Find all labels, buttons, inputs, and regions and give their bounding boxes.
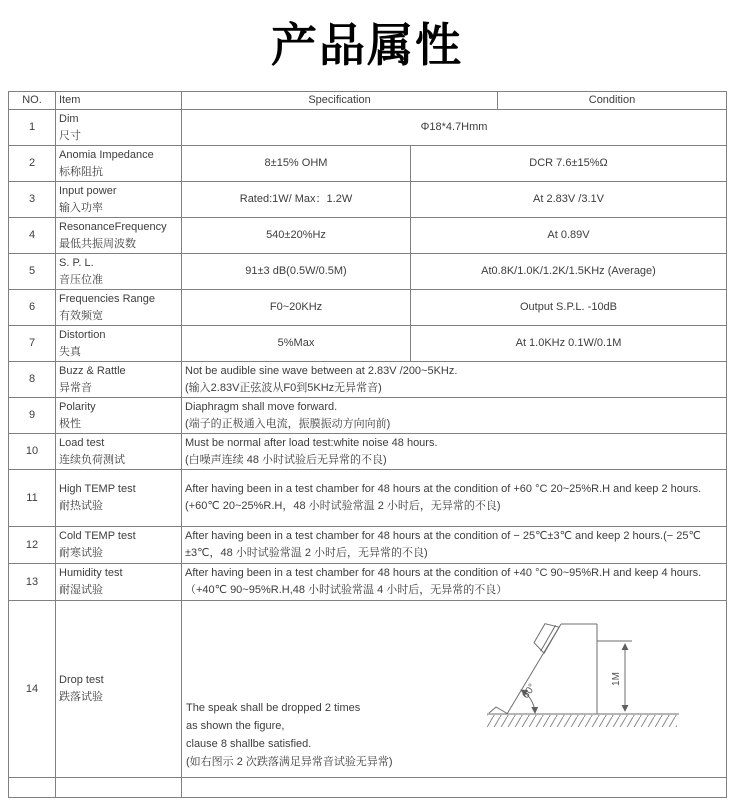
item-name-en: High TEMP test bbox=[59, 483, 136, 495]
table-row bbox=[9, 362, 727, 398]
spec-cell: After having been in a test chamber for 48 hours at the condition of − 25℃±3℃ and keep 2 hours.(− 25℃±3℃，48 小时试验常温 2 小时后，无异常的不良) bbox=[182, 527, 727, 564]
table-row bbox=[9, 218, 727, 254]
item-cell bbox=[56, 564, 182, 601]
item-name-cn: 失真 bbox=[59, 345, 81, 358]
row-no: 6 bbox=[9, 290, 56, 326]
figure-angle-label: 60° bbox=[520, 682, 539, 701]
item-cell bbox=[56, 527, 182, 564]
item-cell bbox=[56, 182, 182, 218]
item-name-en: Frequencies Range bbox=[59, 292, 156, 305]
row-no: 11 bbox=[9, 470, 56, 527]
row-no: 7 bbox=[9, 326, 56, 362]
row-no: 8 bbox=[9, 362, 56, 398]
spec-line: Must be normal after load test:white noise 48 hours. bbox=[185, 436, 438, 449]
table-row bbox=[9, 434, 727, 470]
row-no: 4 bbox=[9, 218, 56, 254]
row-no: 9 bbox=[9, 398, 56, 434]
row-no: 2 bbox=[9, 146, 56, 182]
spec-cell: Rated:1W/ Max：1.2W bbox=[182, 182, 411, 218]
row-no: 12 bbox=[9, 527, 56, 564]
item-name-en: Polarity bbox=[59, 400, 96, 413]
table-row bbox=[9, 146, 727, 182]
item-name-cn: 异常音 bbox=[59, 381, 92, 394]
table-row bbox=[9, 601, 727, 778]
spec-line: The speak shall be dropped 2 times bbox=[186, 702, 361, 714]
row-no: 10 bbox=[9, 434, 56, 470]
spec-line: (端子的正极通入电流，振膜振动方向向前) bbox=[185, 417, 391, 430]
item-name-cn: 跌落试验 bbox=[59, 691, 103, 703]
table-row bbox=[9, 254, 727, 290]
table-row-partial bbox=[9, 778, 727, 798]
empty-cell bbox=[182, 778, 727, 798]
item-name-en: Drop test bbox=[59, 674, 104, 686]
row-no: 5 bbox=[9, 254, 56, 290]
figure-height-label: 1M bbox=[611, 672, 622, 686]
spec-cell: 8±15% OHM bbox=[182, 146, 411, 182]
item-cell bbox=[56, 290, 182, 326]
empty-cell bbox=[9, 778, 56, 798]
empty-cell bbox=[56, 778, 182, 798]
item-name-cn: 极性 bbox=[59, 417, 81, 430]
spec-cell: 540±20%Hz bbox=[182, 218, 411, 254]
item-name-cn: 耐热试验 bbox=[59, 500, 103, 512]
spec-line: clause 8 shallbe satisfied. bbox=[186, 738, 312, 750]
item-cell bbox=[56, 326, 182, 362]
item-cell bbox=[56, 254, 182, 290]
row-no: 3 bbox=[9, 182, 56, 218]
item-name-cn: 耐湿试验 bbox=[59, 584, 103, 596]
spec-line: (输入2.83V正弦波从F0到5KHz无异常音) bbox=[185, 381, 382, 394]
item-name-cn: 尺寸 bbox=[59, 129, 81, 142]
item-name-cn: 输入功率 bbox=[59, 201, 103, 214]
item-name-en: Load test bbox=[59, 436, 105, 449]
table-row bbox=[9, 398, 727, 434]
condition-cell: DCR 7.6±15%Ω bbox=[411, 146, 727, 182]
row-no: 1 bbox=[9, 110, 56, 146]
row-no: 13 bbox=[9, 564, 56, 601]
table-row bbox=[9, 182, 727, 218]
item-name-en: S. P. L. bbox=[59, 256, 94, 269]
header-specification: Specification bbox=[182, 92, 498, 110]
table-row bbox=[9, 110, 727, 146]
figure-base-flap bbox=[489, 707, 508, 714]
condition-cell: Output S.P.L. -10dB bbox=[411, 290, 727, 326]
spec-cell bbox=[182, 362, 727, 398]
item-name-cn: 耐寒试验 bbox=[59, 547, 103, 559]
item-name-cn: 最低共振周波数 bbox=[59, 237, 136, 250]
item-cell bbox=[56, 470, 182, 527]
page-title: 产品属性 bbox=[271, 19, 463, 71]
item-cell bbox=[56, 362, 182, 398]
condition-cell: At0.8K/1.0K/1.2K/1.5KHz (Average) bbox=[411, 254, 727, 290]
spec-cell: 5%Max bbox=[182, 326, 411, 362]
row-no: 14 bbox=[9, 601, 56, 778]
spec-line: (白噪声连续 48 小时试验后无异常的不良) bbox=[185, 453, 387, 466]
figure-ground-hatching bbox=[487, 715, 677, 727]
spec-line: (如右图示 2 次跌落满足异常音试验无异常) bbox=[186, 756, 393, 768]
header-item: Item bbox=[56, 92, 182, 110]
item-name-en: Cold TEMP test bbox=[59, 530, 136, 542]
item-name-en: Distortion bbox=[59, 328, 106, 341]
item-name-cn: 音压位准 bbox=[59, 273, 103, 286]
spec-line: Not be audible sine wave between at 2.83V /200~5KHz. bbox=[185, 364, 458, 377]
table-row bbox=[9, 564, 727, 601]
item-cell bbox=[56, 218, 182, 254]
condition-cell: At 1.0KHz 0.1W/0.1M bbox=[411, 326, 727, 362]
item-name-en: Dim bbox=[59, 112, 79, 125]
spec-cell: Φ18*4.7Hmm bbox=[182, 110, 727, 146]
item-cell bbox=[56, 601, 182, 778]
item-name-en: Anomia Impedance bbox=[59, 148, 154, 161]
table-row bbox=[9, 290, 727, 326]
table-row bbox=[9, 470, 727, 527]
spec-cell: 91±3 dB(0.5W/0.5M) bbox=[182, 254, 411, 290]
drop-test-description bbox=[186, 699, 393, 771]
spec-line: Diaphragm shall move forward. bbox=[185, 400, 338, 413]
header-row bbox=[9, 92, 727, 110]
item-name-en: Humidity test bbox=[59, 567, 123, 579]
figure-speaker-face-line bbox=[541, 625, 556, 651]
item-cell bbox=[56, 434, 182, 470]
spec-line: as shown the figure, bbox=[186, 720, 285, 732]
condition-cell: At 2.83V /3.1V bbox=[411, 182, 727, 218]
spec-cell bbox=[182, 601, 727, 778]
condition-cell: At 0.89V bbox=[411, 218, 727, 254]
spec-cell: F0~20KHz bbox=[182, 290, 411, 326]
spec-cell bbox=[182, 398, 727, 434]
item-name-en: Input power bbox=[59, 184, 117, 197]
item-cell bbox=[56, 398, 182, 434]
spec-cell bbox=[182, 434, 727, 470]
item-cell bbox=[56, 110, 182, 146]
item-name-cn: 连续负荷测试 bbox=[59, 453, 125, 466]
table-row bbox=[9, 326, 727, 362]
item-name-en: ResonanceFrequency bbox=[59, 220, 167, 233]
figure-speaker-shape bbox=[534, 624, 559, 654]
spec-cell: After having been in a test chamber for 48 hours at the condition of +60 °C 20~25%R.H and keep 2 hours.(+60℃ 20~25%R.H，48 小时试验常温 2 小时后，无异常的不良) bbox=[182, 470, 727, 527]
item-cell bbox=[56, 146, 182, 182]
item-name-cn: 有效频宽 bbox=[59, 309, 103, 322]
spec-cell: After having been in a test chamber for 48 hours at the condition of +40 °C 90~95%R.H and keep 4 hours. （+40℃ 90~95%R.H,48 小时试验常温 4 小时后，无异常的不良） bbox=[182, 564, 727, 601]
header-no: NO. bbox=[9, 92, 56, 110]
table-row bbox=[9, 527, 727, 564]
product-attributes-table bbox=[8, 91, 727, 798]
header-condition: Condition bbox=[498, 92, 727, 110]
item-name-cn: 标称阻抗 bbox=[59, 165, 103, 178]
drop-test-figure bbox=[479, 609, 684, 741]
item-name-en: Buzz & Rattle bbox=[59, 364, 126, 377]
